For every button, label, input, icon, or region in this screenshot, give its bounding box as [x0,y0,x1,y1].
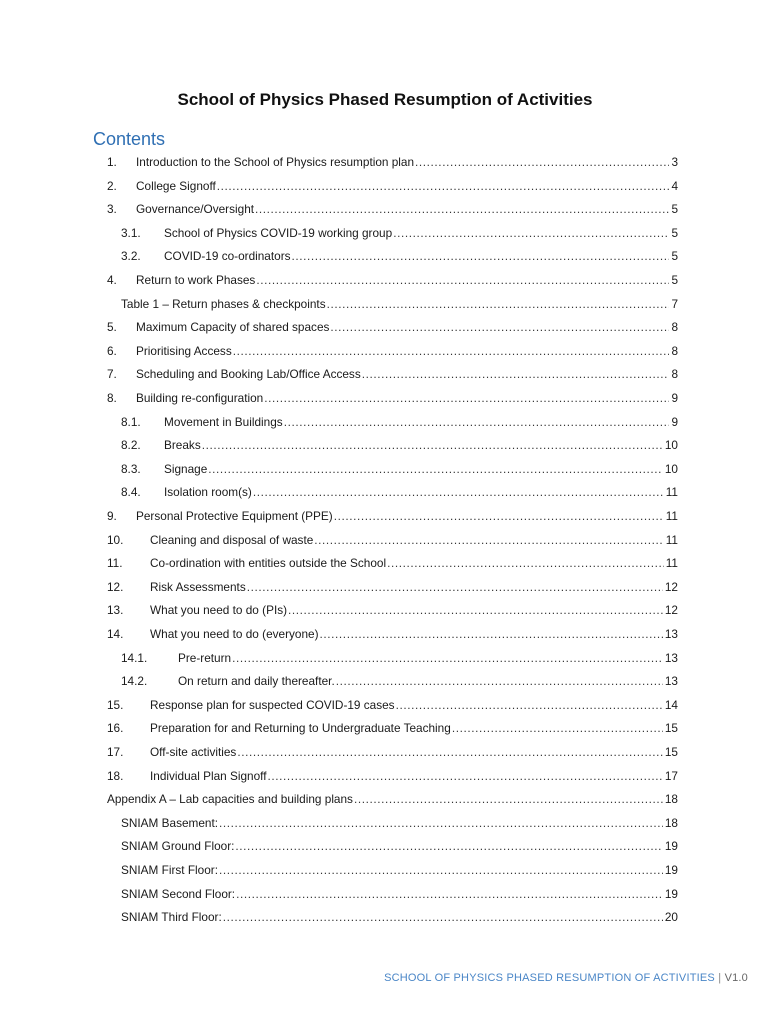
toc-dot-leader [219,812,663,834]
toc-dot-leader [247,576,663,598]
toc-entry-number: 14.1. [121,650,148,665]
toc-entry-page: 8 [671,320,678,335]
toc-entry-title: Maximum Capacity of shared spaces [136,320,330,335]
toc-dot-leader [354,788,663,810]
toc-entry[interactable] [121,245,678,267]
toc-entry[interactable] [121,670,678,692]
toc-dot-leader [334,505,664,527]
toc-entry-title: Table 1 – Return phases & checkpoints [121,296,326,311]
toc-entry-page: 12 [664,579,678,594]
toc-entry-page: 5 [671,249,678,264]
toc-entry-number: 8. [107,391,117,405]
toc-entry-page: 5 [671,202,678,217]
toc-entry-number: 17. [107,745,124,759]
toc-entry-title: Pre-return [178,650,232,665]
toc-entry-number: 13. [107,603,124,618]
toc-entry[interactable] [121,458,678,480]
toc-dot-leader [288,599,663,621]
toc-dot-leader [223,906,663,928]
toc-entry-number: 14.2. [121,674,148,689]
toc-entry-title: Scheduling and Booking Lab/Office Access [136,367,361,382]
toc-dot-leader [327,293,670,315]
toc-dot-leader [235,835,662,857]
toc-entry-title: What you need to do (everyone) [150,627,319,641]
toc-entry-number: 8.2. [121,438,141,453]
toc-dot-leader [236,883,663,905]
toc-entry-page: 4 [671,178,678,193]
toc-entry[interactable] [121,434,678,456]
toc-entry-number: 3. [107,202,117,217]
toc-entry-page: 11 [665,509,678,523]
toc-entry-title: SNIAM Ground Floor: [121,839,235,854]
footer-separator: | [718,972,722,984]
toc-entry-page: 11 [665,485,678,500]
toc-entry-page: 18 [664,815,678,830]
toc-dot-leader [393,222,669,244]
toc-entry[interactable] [107,505,678,527]
toc-dot-leader [336,670,663,692]
toc-entry-page: 5 [671,273,678,287]
toc-dot-leader [415,151,669,173]
toc-entry-page: 15 [664,745,678,759]
toc-entry-title: Building re-configuration [136,391,264,405]
toc-entry[interactable] [107,552,678,574]
toc-entry[interactable] [107,576,678,598]
toc-dot-leader [256,269,669,291]
toc-entry[interactable] [107,623,678,645]
toc-entry-page: 13 [664,627,678,641]
toc-entry-title: Cleaning and disposal of waste [150,532,314,547]
contents-heading: Contents [93,129,166,149]
toc-entry-page: 9 [671,391,678,405]
toc-dot-leader [232,647,663,669]
toc-entry-title: Movement in Buildings [164,414,283,429]
toc-entry-number: 8.3. [121,461,141,476]
document-title: School of Physics Phased Resumption of Activities [177,90,593,109]
toc-entry[interactable] [107,175,678,197]
toc-entry-page: 19 [664,839,678,854]
toc-entry[interactable] [107,599,678,621]
toc-entry[interactable] [107,529,678,551]
toc-entry-page: 10 [664,438,678,453]
toc-entry[interactable] [107,340,678,362]
toc-entry-number: 4. [107,273,117,287]
toc-entry-title: SNIAM Third Floor: [121,910,222,925]
toc-dot-leader [320,623,663,645]
toc-dot-leader [330,316,669,338]
toc-dot-leader [268,765,663,787]
toc-entry-title: Co-ordination with entities outside the School [150,556,387,571]
toc-dot-leader [208,458,663,480]
toc-entry[interactable] [121,411,678,433]
toc-dot-leader [362,363,670,385]
toc-entry-number: 3.2. [121,249,141,264]
toc-entry[interactable] [107,694,678,716]
toc-entry[interactable] [107,363,678,385]
toc-dot-leader [202,434,663,456]
toc-entry[interactable] [107,269,678,291]
toc-dot-leader [219,859,663,881]
toc-dot-leader [396,694,663,716]
toc-entry-page: 15 [664,721,678,736]
toc-entry[interactable] [107,717,678,739]
toc-entry[interactable] [107,387,678,409]
toc-entry-title: School of Physics COVID-19 working group [164,225,393,240]
toc-dot-leader [253,481,664,503]
toc-entry-page: 12 [664,603,678,618]
toc-entry-title: What you need to do (PIs) [150,603,288,618]
toc-entry-title: Return to work Phases [136,273,256,287]
toc-entry-number: 10. [107,532,124,547]
toc-entry-page: 10 [664,461,678,476]
toc-dot-leader [233,340,670,362]
toc-entry-number: 14. [107,627,124,641]
toc-entry-page: 20 [664,910,678,925]
toc-entry-title: SNIAM Second Floor: [121,886,236,901]
toc-entry-page: 17 [664,768,678,783]
toc-entry-page: 7 [671,296,678,311]
toc-entry-number: 8.4. [121,485,141,500]
toc-entry-number: 16. [107,721,124,736]
footer-title: SCHOOL OF PHYSICS PHASED RESUMPTION OF ACTIVITIES [384,972,715,984]
toc-entry-page: 13 [664,674,678,689]
toc-entry-page: 9 [671,414,678,429]
toc-dot-leader [452,717,663,739]
toc-entry-page: 8 [671,367,678,382]
toc-entry-title: Prioritising Access [136,343,232,358]
toc-entry-title: Personal Protective Equipment (PPE) [136,509,333,523]
toc-entry-page: 14 [664,697,678,712]
toc-entry[interactable] [121,222,678,244]
toc-dot-leader [314,529,663,551]
toc-entry-page: 11 [665,532,678,547]
toc-dot-leader [264,387,669,409]
toc-entry-title: On return and daily thereafter. [178,674,335,689]
toc-entry-page: 18 [664,792,678,807]
toc-entry-title: SNIAM First Floor: [121,863,219,877]
toc-entry-title: Off-site activities [150,745,237,759]
toc-entry-title: Appendix A – Lab capacities and building plans [107,792,353,807]
toc-dot-leader [255,198,669,220]
toc-entry[interactable] [107,765,678,787]
toc-entry-number: 2. [107,178,117,193]
toc-entry[interactable] [121,481,678,503]
toc-entry-page: 19 [664,863,678,877]
toc-entry-number: 12. [107,579,124,594]
toc-entry-title: Individual Plan Signoff [150,768,267,783]
toc-entry-title: COVID-19 co-ordinators [164,249,291,264]
toc-entry-number: 18. [107,768,124,783]
toc-entry[interactable] [107,151,678,173]
footer-version: V1.0 [724,972,748,984]
toc-entry-title: College Signoff [136,178,216,193]
toc-dot-leader [237,741,663,763]
toc-entry[interactable] [121,906,678,928]
toc-entry[interactable] [107,198,678,220]
toc-entry[interactable] [107,788,678,810]
toc-entry-number: 5. [107,320,117,335]
toc-entry-title: Signage [164,461,208,476]
toc-entry[interactable] [121,812,678,834]
toc-entry[interactable] [121,293,678,315]
toc-entry-title: SNIAM Basement: [121,815,219,830]
toc-dot-leader [292,245,670,267]
toc-entry[interactable] [121,883,678,905]
toc-entry-number: 11. [107,556,123,571]
toc-entry[interactable] [121,835,678,857]
toc-entry[interactable] [121,647,678,669]
toc-entry-title: Preparation for and Returning to Undergraduate Teaching [150,721,451,736]
toc-entry-number: 3.1. [121,225,141,240]
toc-entry-page: 5 [671,225,678,240]
toc-entry-title: Introduction to the School of Physics resumption plan [136,155,415,169]
toc-entry-title: Response plan for suspected COVID-19 cases [150,697,395,712]
toc-entry-number: 6. [107,343,117,358]
toc-entry-page: 19 [664,886,678,901]
toc-entry[interactable] [107,741,678,763]
toc-entry-page: 11 [665,556,678,571]
toc-entry[interactable] [121,859,678,881]
page-footer [384,972,748,984]
toc-entry[interactable] [107,316,678,338]
toc-entry-number: 8.1. [121,414,141,429]
toc-dot-leader [387,552,664,574]
toc-dot-leader [217,175,670,197]
toc-entry-number: 9. [107,509,117,523]
toc-entry-page: 13 [664,650,678,665]
toc-entry-title: Governance/Oversight [136,202,255,217]
toc-dot-leader [284,411,670,433]
toc-entry-title: Breaks [164,438,201,453]
toc-entry-page: 3 [671,155,678,169]
toc-entry-number: 15. [107,697,124,712]
toc-entry-number: 1. [107,155,117,169]
toc-entry-title: Isolation room(s) [164,485,252,500]
toc-entry-page: 8 [671,343,678,358]
toc-entry-title: Risk Assessments [150,579,246,594]
toc-entry-number: 7. [107,367,117,382]
